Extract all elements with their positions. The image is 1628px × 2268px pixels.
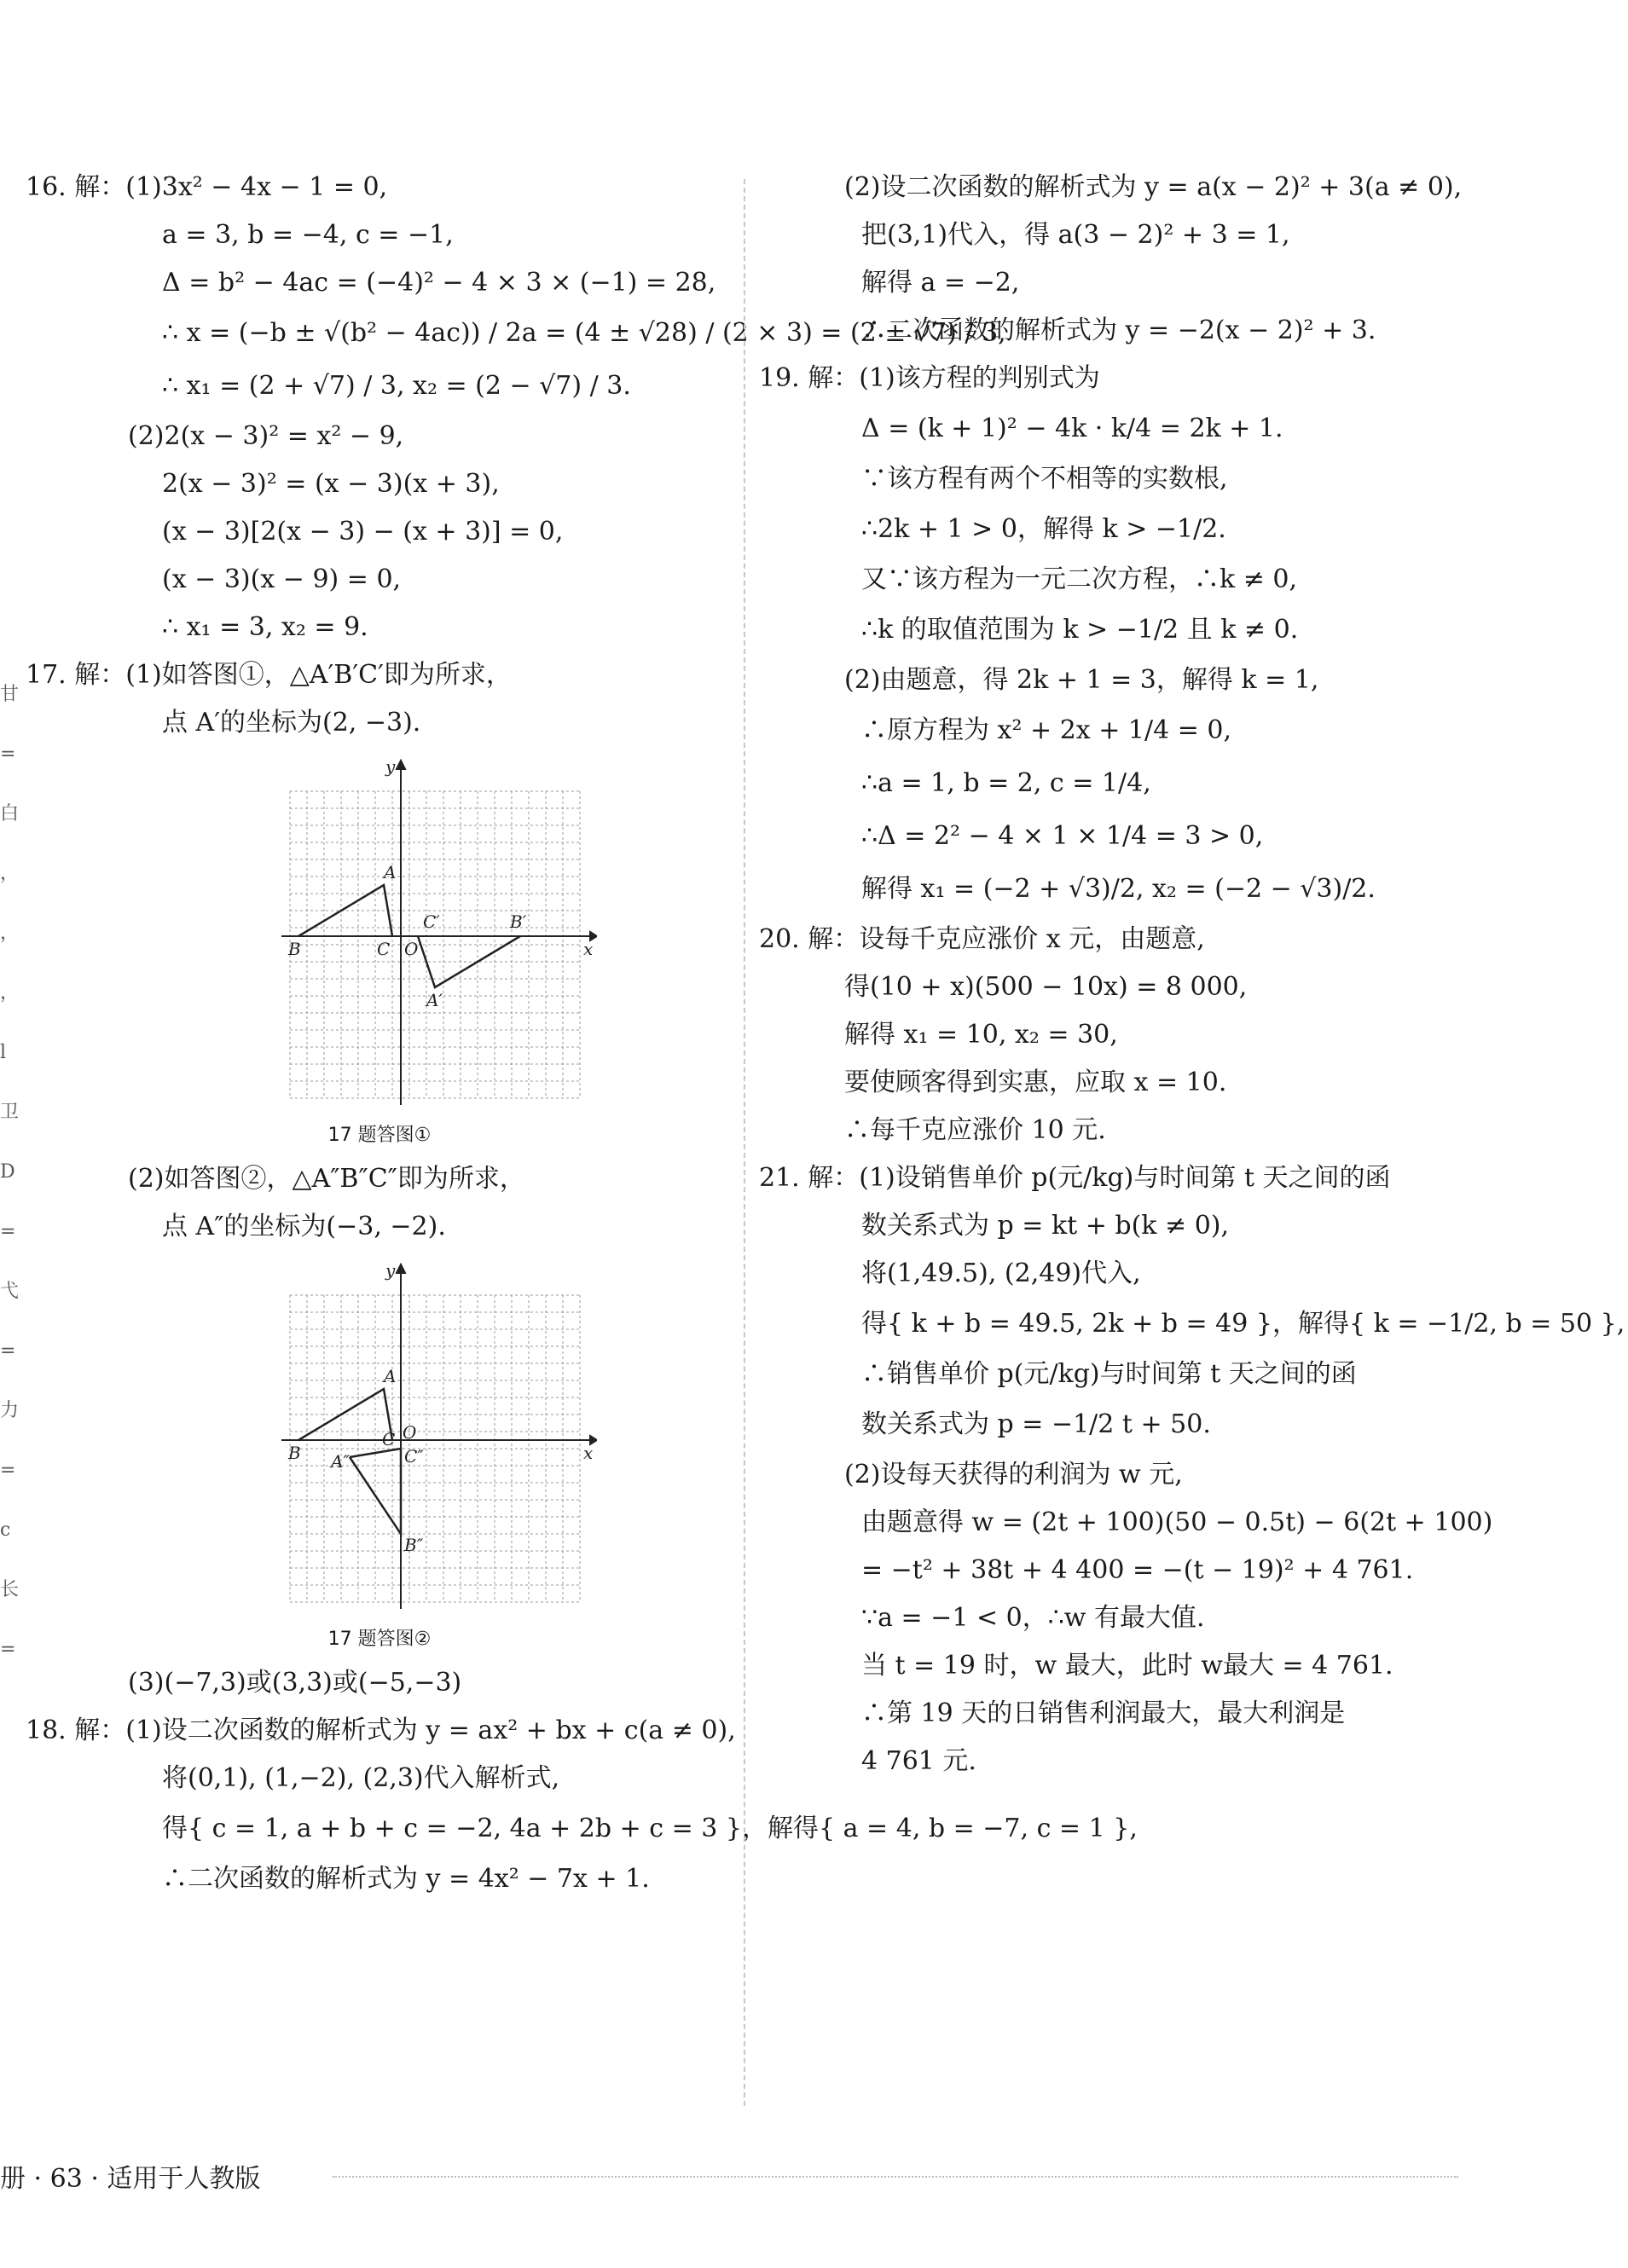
q20-line: 要使顾客得到实惠，应取 x = 10. [844, 1067, 1227, 1097]
q21-line: 数关系式为 p = kt + b(k ≠ 0), [861, 1211, 1230, 1241]
q18-line: 得{ c = 1, a + b + c = −2, 4a + 2b + c = 3 }，解得{ a = 4, b = −7, c = 1 }, [162, 1814, 1138, 1843]
edge-fragment: l [0, 1042, 7, 1063]
q16-line: (2)2(x − 3)² = x² − 9, [128, 421, 404, 451]
label-x-axis: x [583, 939, 594, 959]
q19-line: (2)由题意，得 2k + 1 = 3，解得 k = 1, [844, 665, 1319, 695]
q17-line: (3)(−7,3)或(3,3)或(−5,−3) [128, 1668, 462, 1698]
q19-line: 19. 解：(1)该方程的判别式为 [759, 363, 1100, 393]
edge-fragment: 力 [0, 1400, 20, 1421]
q18-line: 18. 解：(1)设二次函数的解析式为 y = ax² + bx + c(a ≠ 0), [26, 1715, 736, 1745]
label-y-axis: y [385, 1261, 396, 1281]
q18-line: ∴二次函数的解析式为 y = −2(x − 2)² + 3. [861, 315, 1376, 345]
label-y-axis: y [385, 757, 396, 777]
edge-fragment: ， [0, 982, 20, 1004]
q19-line: ∴原方程为 x² + 2x + 1/4 = 0, [861, 715, 1232, 745]
label-C-double-prime: C″ [404, 1446, 424, 1467]
q20-line: 20. 解：设每千克应涨价 x 元，由题意, [759, 924, 1205, 954]
q18-line: 将(0,1), (1,−2), (2,3)代入解析式, [162, 1763, 560, 1793]
q21-line: ∵a = −1 < 0，∴w 有最大值. [861, 1603, 1205, 1633]
label-B-double-prime: B″ [404, 1535, 424, 1555]
label-A-double-prime: A″ [331, 1451, 350, 1472]
label-O: O [403, 1422, 417, 1443]
q17-line: 点 A″的坐标为(−3, −2). [162, 1212, 446, 1241]
q19-line: Δ = (k + 1)² − 4k · k/4 = 2k + 1. [861, 414, 1283, 443]
q20-line: 得(10 + x)(500 − 10x) = 8 000, [844, 972, 1248, 1002]
q21-line: 4 761 元. [861, 1746, 976, 1776]
q21-line: = −t² + 38t + 4 400 = −(t − 19)² + 4 761. [861, 1555, 1414, 1585]
q18-line: 解得 a = −2, [861, 268, 1020, 298]
edge-fragment: = [0, 1639, 16, 1660]
q21-line: ∴销售单价 p(元/kg)与时间第 t 天之间的函 [861, 1359, 1357, 1389]
q20-line: ∴每千克应涨价 10 元. [844, 1115, 1106, 1145]
figure-17-1 [26, 757, 733, 1115]
question-20 [759, 923, 1484, 1148]
edge-fragment: = [0, 1340, 16, 1362]
figure-17-1-caption: 17 题答图① [327, 1125, 432, 1146]
label-x-axis: x [583, 1443, 594, 1463]
edge-fragment: 甘 [0, 684, 20, 705]
q16-line: Δ = b² − 4ac = (−4)² − 4 × 3 × (−1) = 28, [162, 268, 716, 298]
q21-line: ∴第 19 天的日销售利润最大，最大利润是 [861, 1698, 1346, 1728]
q17-line: 17. 解：(1)如答图①，△A′B′C′即为所求， [26, 660, 512, 690]
q21-line: 将(1,49.5), (2,49)代入, [861, 1258, 1141, 1288]
q16-line: ∴ x₁ = 3, x₂ = 9. [162, 612, 368, 642]
label-C: C [382, 1429, 396, 1449]
grid-diagram-2 [256, 1261, 597, 1611]
q17-line: 点 A′的坐标为(2, −3). [162, 708, 421, 738]
edge-fragment: 弋 [0, 1281, 20, 1302]
question-17 [26, 658, 733, 1700]
q19-line: 又∵该方程为一元二次方程，∴k ≠ 0, [861, 564, 1298, 594]
edge-fragment: ， [0, 923, 20, 944]
edge-fragment: 长 [0, 1579, 20, 1600]
edge-fragment: = [0, 1460, 16, 1481]
q19-line: 解得 x₁ = (−2 + √3)/2, x₂ = (−2 − √3)/2. [861, 874, 1376, 904]
edge-fragment: ， [0, 863, 20, 884]
page-footer: 册 · 63 · 适用于人教版 [0, 2164, 261, 2194]
label-B: B [288, 939, 301, 959]
question-18-continued [759, 171, 1484, 348]
edge-fragment: 卫 [0, 1102, 20, 1123]
figure-17-2 [26, 1261, 733, 1619]
q17-line: (2)如答图②，△A″B″C″即为所求， [128, 1164, 525, 1194]
q21-line: 21. 解：(1)设销售单价 p(元/kg)与时间第 t 天之间的函 [759, 1163, 1391, 1193]
edge-fragment: c [0, 1519, 11, 1541]
label-A: A [384, 862, 397, 882]
label-A-prime: A′ [426, 990, 443, 1010]
label-C: C [377, 939, 391, 959]
right-column [759, 171, 1625, 1792]
edge-fragment: = [0, 743, 16, 765]
q21-line: 数关系式为 p = −1/2 t + 50. [861, 1409, 1211, 1439]
binding-edge-fragments [0, 665, 20, 2080]
label-B: B [288, 1443, 301, 1463]
q19-line: ∴k 的取值范围为 k > −1/2 且 k ≠ 0. [861, 615, 1299, 645]
q19-line: ∴2k + 1 > 0，解得 k > −1/2. [861, 514, 1226, 544]
figure-17-2-caption: 17 题答图② [327, 1629, 432, 1650]
q16-line: ∴ x₁ = (2 + √7) / 3, x₂ = (2 − √7) / 3. [162, 371, 631, 401]
label-B-prime: B′ [510, 911, 527, 932]
q19-line: ∴Δ = 2² − 4 × 1 × 1/4 = 3 > 0, [861, 821, 1264, 851]
edge-fragment: 白 [0, 803, 20, 824]
q18-line: 把(3,1)代入，得 a(3 − 2)² + 3 = 1, [861, 220, 1290, 250]
grid-diagram-1 [256, 757, 597, 1107]
edge-fragment: = [0, 1221, 16, 1242]
q21-line: (2)设每天获得的利润为 w 元, [844, 1460, 1183, 1490]
q19-line: ∵该方程有两个不相等的实数根, [861, 464, 1228, 494]
q16-line: 2(x − 3)² = (x − 3)(x + 3), [162, 469, 500, 499]
q20-line: 解得 x₁ = 10, x₂ = 30, [844, 1020, 1118, 1050]
label-A: A [384, 1366, 397, 1386]
label-C-prime: C′ [423, 911, 440, 932]
q21-line: 得{ k + b = 49.5, 2k + b = 49 }，解得{ k = −1/2, b = 50 }, [861, 1309, 1625, 1339]
q16-line: (x − 3)[2(x − 3) − (x + 3)] = 0, [162, 517, 564, 547]
edge-fragment: D [0, 1161, 15, 1183]
footer-dotted-rule [333, 2176, 1458, 2178]
q16-line: ∴ x = (−b ± √(b² − 4ac)) / 2a = (4 ± √28) / (2 × 3) = (2 ± √7) / 3, [162, 318, 1006, 348]
label-O: O [404, 939, 419, 959]
column-divider [744, 179, 745, 2106]
q16-line: 16. 解：(1)3x² − 4x − 1 = 0, [26, 172, 388, 202]
q19-line: ∴a = 1, b = 2, c = 1/4, [861, 768, 1151, 798]
q21-line: 由题意得 w = (2t + 100)(50 − 0.5t) − 6(2t + 100) [861, 1507, 1493, 1537]
q16-line: (x − 3)(x − 9) = 0, [162, 564, 402, 594]
q18-line: (2)设二次函数的解析式为 y = a(x − 2)² + 3(a ≠ 0), [844, 172, 1463, 202]
q21-line: 当 t = 19 时，w 最大，此时 w最大 = 4 761. [861, 1651, 1393, 1681]
q18-line: ∴二次函数的解析式为 y = 4x² − 7x + 1. [162, 1864, 650, 1894]
q16-line: a = 3, b = −4, c = −1, [162, 220, 454, 250]
question-21 [759, 1161, 1625, 1779]
question-19 [759, 362, 1484, 909]
